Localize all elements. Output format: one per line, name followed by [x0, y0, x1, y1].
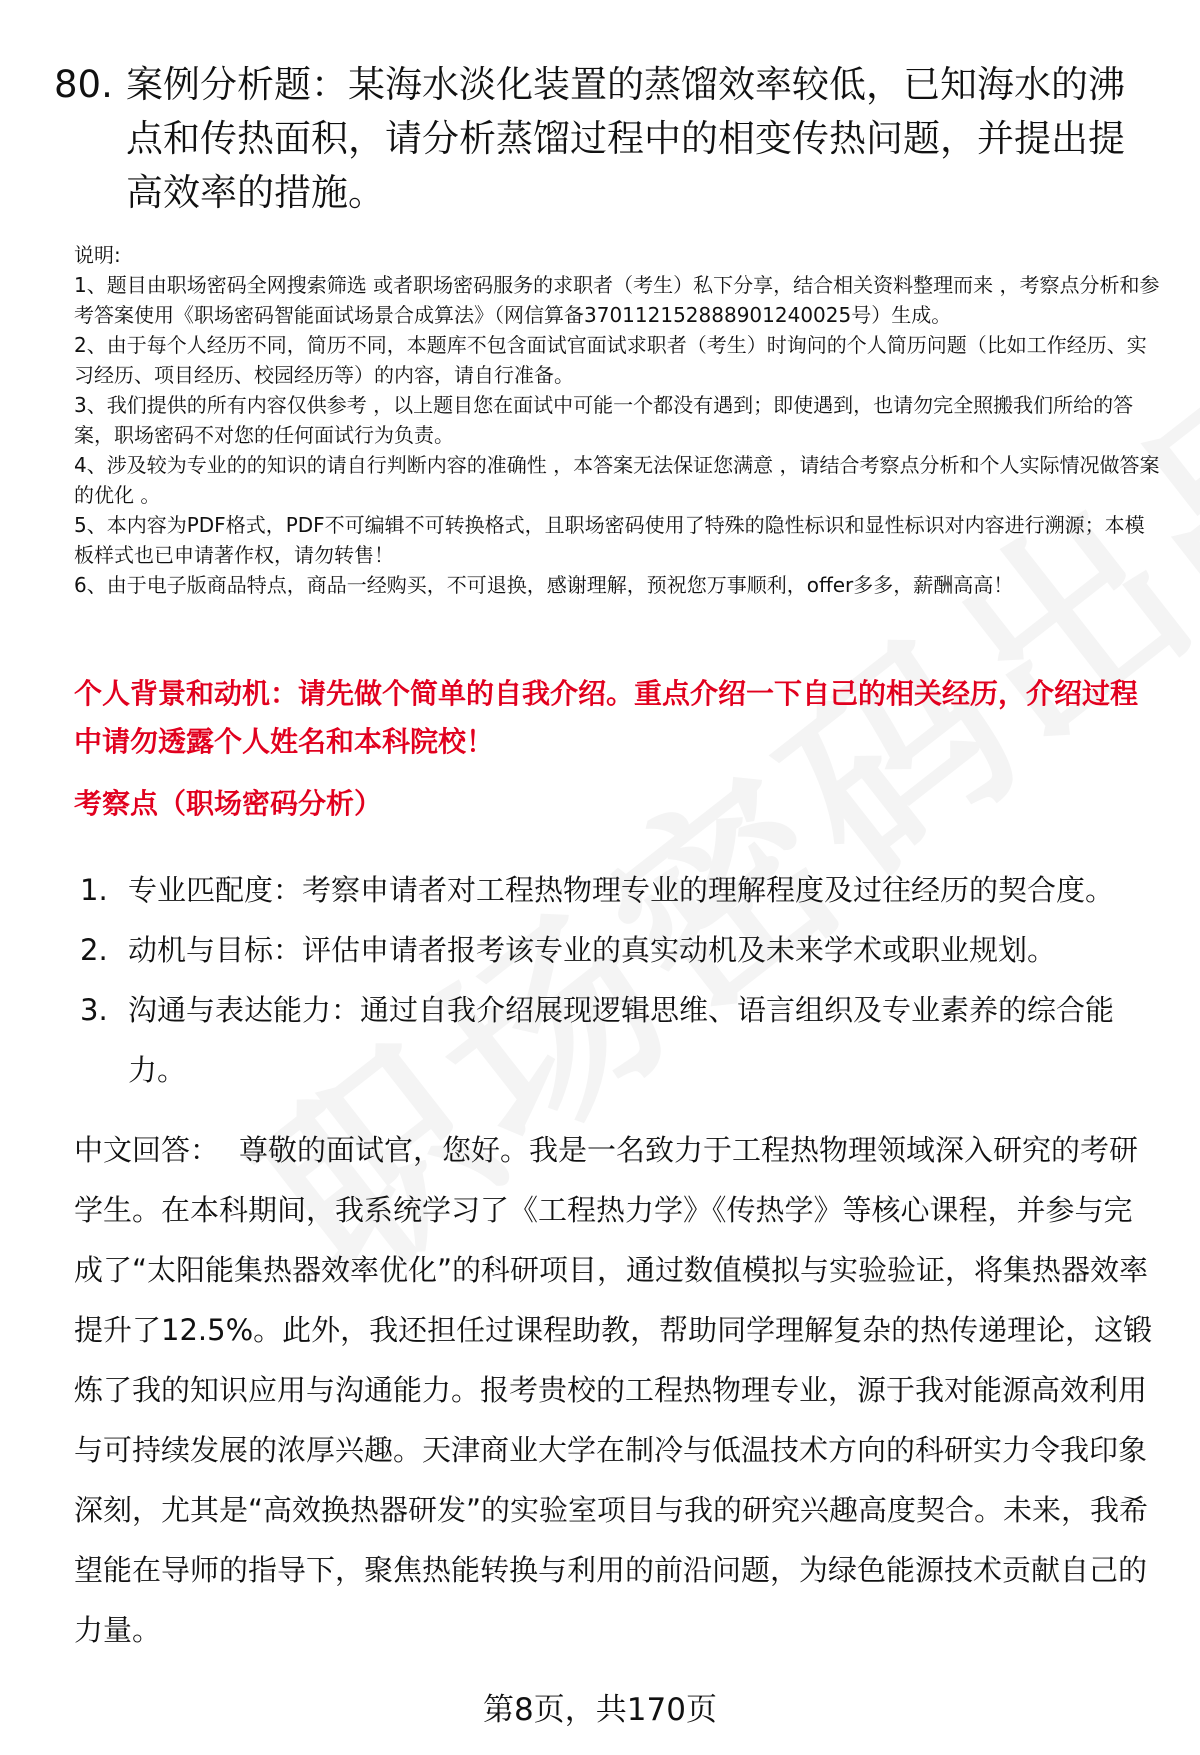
exam-point-item [80, 980, 1160, 1100]
note-item: 5、本内容为PDF格式，PDF不可编辑不可转换格式，且职场密码使用了特殊的隐性标识和显性标识对内容进行溯源；本模板样式也已申请著作权，请勿转售！ [74, 513, 1145, 567]
notes-title: 说明: [74, 243, 121, 267]
exam-point-item [80, 920, 1160, 980]
answer-text: 尊敬的面试官，您好。我是一名致力于工程热物理领域深入研究的考研学生。在本科期间，我系统学习了《工程热力学》《传热学》等核心课程，并参与完成了“太阳能集热器效率优化”的科研项目，通过数值模拟与实验验证，将集热器效率提升了12.5%。此外，我还担任过课程助教，帮助同学理解复杂的热传递理论，这锻炼了我的知识应用与沟通能力。报考贵校的工程热物理专业，源于我对能源高效利用与可持续发展的浓厚兴趣。天津商业大学在制冷与低温技术方向的科研实力令我印象深刻，尤其是“高效换热器研发”的实验室项目与我的研究兴趣高度契合。未来，我希望能在导师的指导下，聚焦热能转换与利用的前沿问题，为绿色能源技术贡献自己的力量。 [74, 1133, 1153, 1647]
notes-section [74, 240, 1164, 600]
answer-label: 中文回答： [74, 1133, 220, 1167]
note-item: 3、我们提供的所有内容仅供参考 ，以上题目您在面试中可能一个都没有遇到；即使遇到，也请勿完全照搬我们所给的答案，职场密码不对您的任何面试行为负责。 [74, 393, 1134, 447]
background-heading: 个人背景和动机：请先做个简单的自我介绍。重点介绍一下自己的相关经历，介绍过程中请勿透露个人姓名和本科院校！ [74, 677, 1139, 758]
exam-point-number: 3. [80, 993, 108, 1027]
question-text: 案例分析题：某海水淡化装置的蒸馏效率较低，已知海水的沸点和传热面积，请分析蒸馏过程中的相变传热问题，并提出提高效率的措施。 [126, 63, 1125, 214]
question [54, 58, 1154, 220]
exam-points-heading: 考察点（职场密码分析） [74, 787, 383, 820]
note-item: 2、由于每个人经历不同，简历不同，本题库不包含面试官面试求职者（考生）时询问的个人简历问题（比如工作经历、实习经历、项目经历、校园经历等）的内容，请自行准备。 [74, 333, 1147, 387]
note-item: 6、由于电子版商品特点，商品一经购买，不可退换，感谢理解，预祝您万事顺利，offer多多，薪酬高高！ [74, 573, 1014, 597]
exam-point-text: 专业匹配度：考察申请者对工程热物理专业的理解程度及过往经历的契合度。 [128, 873, 1115, 907]
exam-point-text: 动机与目标：评估申请者报考该专业的真实动机及未来学术或职业规划。 [128, 933, 1057, 967]
note-item: 4、涉及较为专业的的知识的请自行判断内容的准确性 ，本答案无法保证您满意 ，请结合考察点分析和个人实际情况做答案的优化 。 [74, 453, 1160, 507]
exam-point-text: 沟通与表达能力：通过自我介绍展现逻辑思维、语言组织及专业素养的综合能力。 [128, 993, 1115, 1087]
page-footer: 第8页，共170页 [483, 1692, 717, 1728]
question-number: 80. [54, 63, 113, 106]
exam-point-number: 1. [80, 873, 108, 907]
note-item: 1、题目由职场密码全网搜索筛选 或者职场密码服务的求职者（考生）私下分享，结合相关资料整理而来 ，考察点分析和参考答案使用《职场密码智能面试场景合成算法》（网信算备370112152888901240025号）生成。 [74, 273, 1160, 327]
exam-points-list [80, 860, 1160, 1100]
exam-point-number: 2. [80, 933, 108, 967]
answer-paragraph [74, 1120, 1159, 1660]
exam-point-item [80, 860, 1160, 920]
